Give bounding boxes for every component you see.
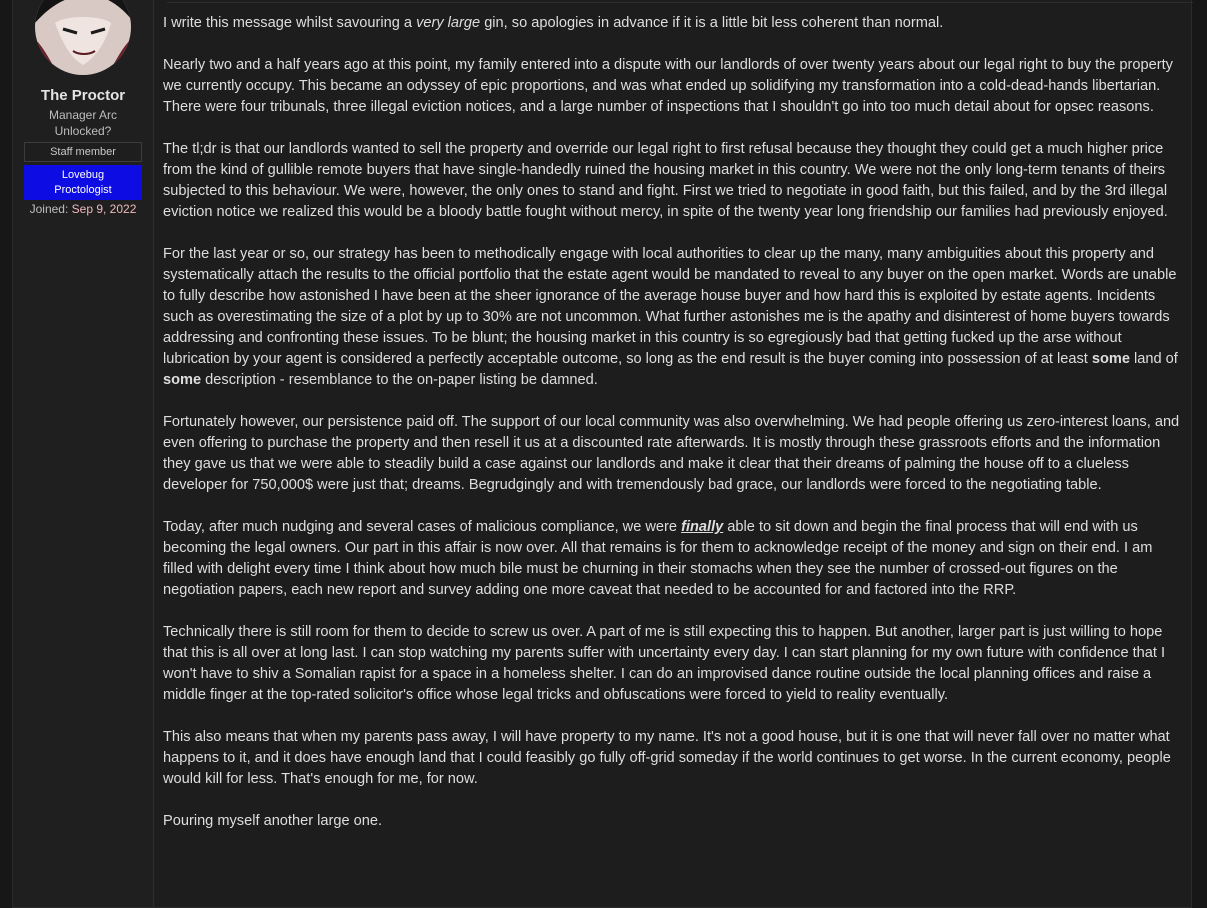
username[interactable]: The Proctor (40, 87, 126, 104)
post-paragraph-8: This also means that when my parents pass away, I will have property to my name. It's not a good house, but it is one that will never fall over no matter what happens to it, and it does have enough land that I could feasibly go fully off-grid someday if the world continues to get worse. In the current economy, people would kill for less. That's enough for me, for now. (163, 729, 1171, 787)
banner-line-2: Proctologist (54, 184, 112, 196)
joined-date: Sep 9, 2022 (71, 202, 137, 216)
avatar-portrait-icon[interactable] (35, 0, 131, 75)
forum-post (12, 0, 1192, 908)
post-paragraph-5: Fortunately however, our persistence paid off. The support of our local community was also overwhelming. We had people offering us zero-interest loans, and even offering to purchase the property and then resell it us at a discounted rate afterwards. It is mostly through these grassroots efforts and the information they gave us that we were able to steadily build a case against our landlords and make it clear that their dreams of palming the house off to a clueless developer for 750,000$ were just that; dreams. Begrudgingly and with tremendously bad grace, our landlords were forced to the negotiating table. (163, 414, 1180, 493)
banner-line-1: Lovebug (61, 169, 105, 181)
user-banner (24, 165, 142, 200)
staff-badge: Staff member (24, 142, 142, 162)
post-body (163, 13, 1185, 853)
emphasis-text: very large (416, 15, 481, 31)
post-paragraph-4: For the last year or so, our strategy has been to methodically engage with local authorities to clear up the many, many ambiguities about this property and systematically attach the results to the official portfolio that the estate agent would be mandated to reveal to any buyer on the open market. Words are unable to fully describe how astonished I have been at the sheer ignorance of the average house buyer and how hard this is exploited by estate agents. Incidents such as overestimating the size of a plot by up to 30% are not uncommon. What further astonishes me is the apathy and disinterest of home buyers towards addressing and confronting these issues. To be blunt; the housing market in this country is so egregiously bad that getting fucked up the arse without lubrication by your agent is considered a perfectly acceptable outcome, so long as the end result is the buyer coming into possession of at least some land of some description - resemblance to the on-paper listing be damned. (163, 246, 1178, 388)
bold-text: some (163, 372, 202, 388)
user-title-line-2: Unlocked? (54, 124, 112, 138)
post-paragraph-1: I write this message whilst savouring a very large gin, so apologies in advance if it is a little bit less coherent than normal. (163, 15, 944, 31)
user-title-line-1: Manager Arc (48, 108, 118, 122)
post-paragraph-7: Technically there is still room for them to decide to screw us over. A part of me is still expecting this to happen. But another, larger part is just willing to hope that this is all over at long last. I can stop watching my parents suffer with uncertainty every day. I can start planning for my own future with confidence that I won't have to shiv a Somalian rapist for a space in a homeless shelter. I can do an improvised dance routine outside the local planning offices and raise a middle finger at the top-rated solicitor's office whose legal tricks and obfuscations were forced to yield to reality eventually. (163, 624, 1166, 703)
joined-info (13, 202, 153, 216)
post-paragraph-3: The tl;dr is that our landlords wanted to sell the property and override our legal right to first refusal because they thought they could get a much higher price from the kind of gullible remote buyers that have single-handedly ruined the housing market in this country. We were not the only long-term tenants of theirs subjected to this behaviour. We were, however, the only ones to stand and fight. First we tried to negotiate in good faith, but this failed, and by the 3rd illegal eviction notice we realized this would be a bloody battle fought without mercy, in spite of the twenty year long friendship our families had previously enjoyed. (163, 141, 1168, 220)
bold-text: some (1091, 351, 1130, 367)
post-paragraph-6: Today, after much nudging and several cases of malicious compliance, we were finally able to sit down and begin the final process that will end with us becoming the legal owners. Our part in this affair is now over. All that remains is for them to acknowledge receipt of the money and sign on their end. I am filled with delight every time I think about how much bile must be churning in their stomachs when they see the number of crossed-out figures on the negotiation papers, each new report and survey adding one more caveat that needed to be accounted for and factored into the RRP. (163, 519, 1153, 598)
post-paragraph-2: Nearly two and a half years ago at this point, my family entered into a dispute with our landlords of over twenty years about our legal right to buy the property we currently occupy. This became an odyssey of epic proportions, and was what ended up solidifying my transformation into a cold-dead-hands libertarian. There were four tribunals, three illegal eviction notices, and a large number of inspections that I shouldn't go into too much detail about for opsec reasons. (163, 57, 1173, 115)
joined-label: Joined: (29, 202, 69, 216)
post-paragraph-9: Pouring myself another large one. (163, 813, 383, 829)
emphasis-text: finally (681, 519, 724, 535)
user-info-panel (13, 0, 154, 907)
post-top-divider (167, 2, 1193, 3)
